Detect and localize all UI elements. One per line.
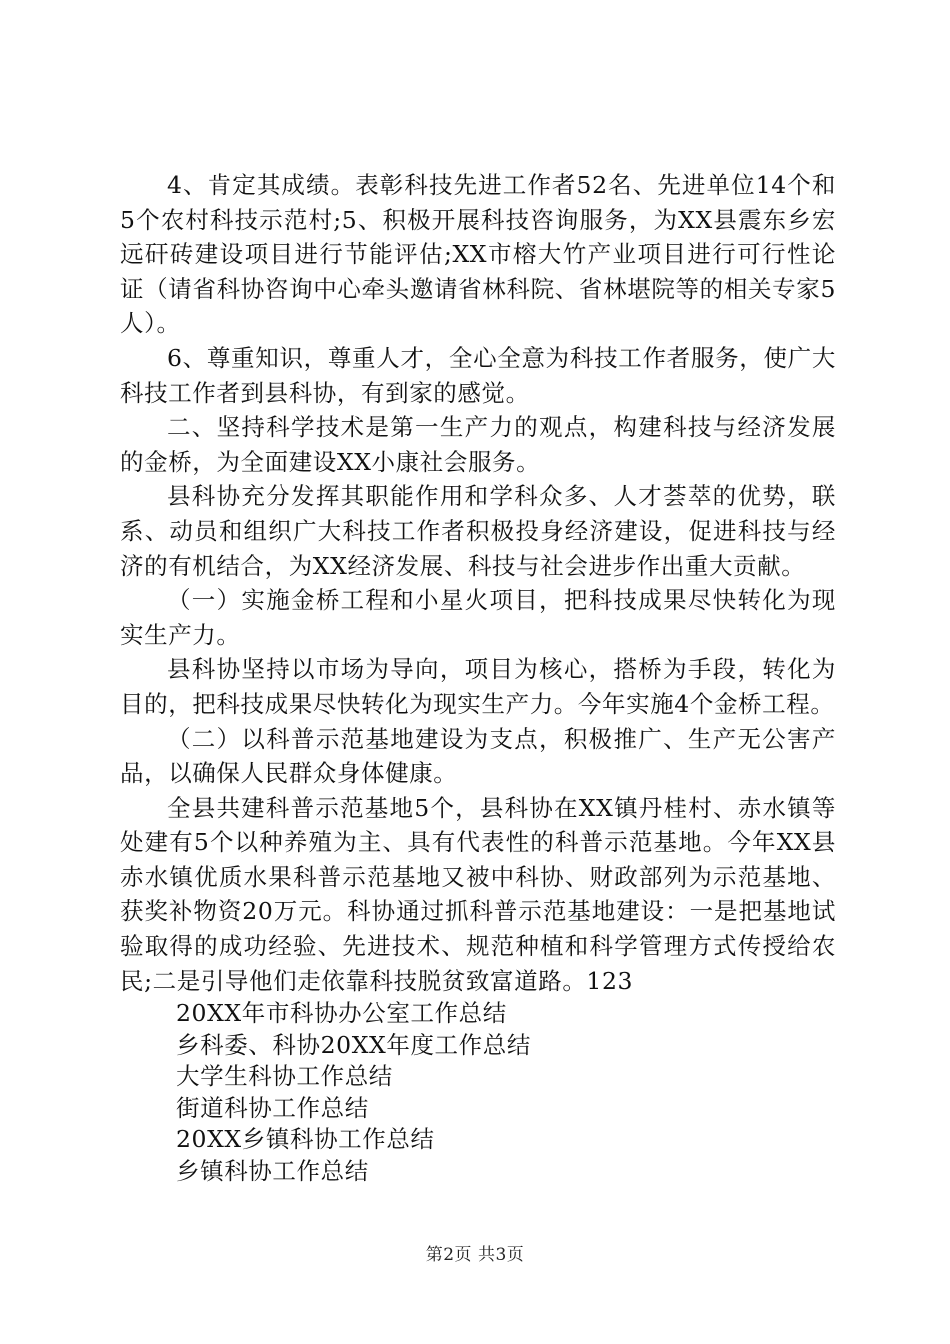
paragraph-demo-bases: 全县共建科普示范基地5个，县科协在XX镇丹桂村、赤水镇等处建有5个以种养殖为主、具有代表性的科普示范基地。今年XX县赤水镇优质水果科普示范基地又被中科协、财政部列为示范基地、获奖补物资20万元。科协通过抓科普示范基地建设：一是把基地试验取得的成功经验、先进技术、规范种植和科学管理方式传授给农民;二是引导他们走依靠科技脱贫致富道路。123 [120, 793, 836, 995]
paragraph-achievements: 4、肯定其成绩。表彰科技先进工作者52名、先进单位14个和5个农村科技示范村;5、积极开展科技咨询服务，为XX县震东乡宏远矸砖建设项目进行节能评估;XX市榕大竹产业项目进行可行性论证（请省科协咨询中心牵头邀请省林科院、省林堪院等的相关专家5人）。 [120, 171, 836, 338]
related-titles-list [120, 998, 836, 1187]
page-number-footer: 第2页 共3页 [425, 1245, 525, 1265]
subheading-golden-bridge: （一）实施金桥工程和小星火项目，把科技成果尽快转化为现实生产力。 [120, 586, 836, 649]
section-heading-two: 二、坚持科学技术是第一生产力的观点，构建科技与经济发展的金桥，为全面建设XX小康社会服务。 [120, 413, 836, 476]
subheading-demo-bases: （二）以科普示范基地建设为支点，积极推广、生产无公害产品，以确保人民群众身体健康。 [120, 724, 836, 788]
paragraph-respect-talent: 6、尊重知识，尊重人才，全心全意为科技工作者服务，使广大科技工作者到县科协，有到家的感觉。 [120, 343, 836, 407]
paragraph-golden-bridge: 县科协坚持以市场为导向，项目为核心，搭桥为手段，转化为目的，把科技成果尽快转化为现实生产力。今年实施4个金桥工程。 [120, 655, 836, 718]
related-title[interactable]: 乡镇科协工作总结 [176, 1156, 369, 1185]
related-title[interactable]: 乡科委、科协20XX年度工作总结 [176, 1030, 531, 1059]
related-title[interactable]: 大学生科协工作总结 [176, 1062, 393, 1091]
related-title[interactable]: 20XX年市科协办公室工作总结 [176, 999, 507, 1028]
related-title[interactable]: 20XX乡镇科协工作总结 [176, 1125, 435, 1154]
related-title[interactable]: 街道科协工作总结 [176, 1093, 369, 1122]
document-body [120, 168, 836, 1187]
paragraph-association-role: 县科协充分发挥其职能作用和学科众多、人才荟萃的优势，联系、动员和组织广大科技工作者积极投身经济建设，促进科技与经济的有机结合，为XX经济发展、科技与社会进步作出重大贡献。 [120, 482, 836, 580]
